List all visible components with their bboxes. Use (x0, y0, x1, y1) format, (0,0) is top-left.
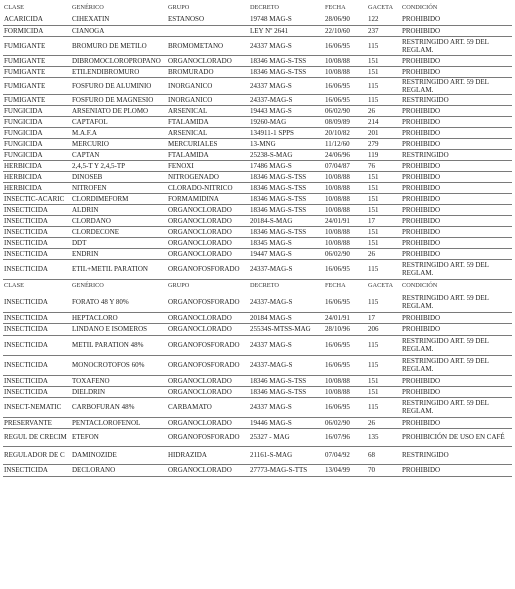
cell-grupo: ORGANOCLORADO (167, 375, 249, 386)
table-row (3, 464, 512, 476)
cell-gaceta: 115 (367, 36, 401, 55)
table-row (3, 215, 512, 226)
cell-generico: ETEFON (71, 428, 167, 446)
cell-grupo: ORGANOCLORADO (167, 312, 249, 323)
cell-grupo: ORGANOCLORADO (167, 237, 249, 248)
cell-generico: DINOSEB (71, 171, 167, 182)
cell-grupo: ESTANOSO (167, 14, 249, 25)
cell-condicion: RESTRINGIDO ART. 59 DEL REGLAM. (401, 397, 512, 417)
cell-gaceta: 151 (367, 375, 401, 386)
cell-condicion: PROHIBIDO (401, 312, 512, 323)
cell-generico: CLORDIMEFORM (71, 193, 167, 204)
cell-grupo: ORGANOCLORADO (167, 386, 249, 397)
cell-generico: FOSFURO DE MAGNESIO (71, 94, 167, 105)
cell-condicion: PROHIBIDO (401, 171, 512, 182)
table-row (3, 375, 512, 386)
table-row (3, 116, 512, 127)
cell-condicion: PROHIBIDO (401, 127, 512, 138)
cell-generico: FORATO 48 Y 80% (71, 293, 167, 312)
table-row (3, 226, 512, 237)
cell-gaceta: 68 (367, 446, 401, 464)
column-header-clase: CLASE (4, 3, 24, 11)
cell-clase: REGUL DE CRECIM (3, 428, 71, 446)
cell-clase: INSECTICIDA (3, 293, 71, 312)
column-header-clase: CLASE (4, 282, 24, 290)
cell-gaceta: 151 (367, 182, 401, 193)
table-row (3, 397, 512, 417)
cell-grupo: ORGANOFOSFORADO (167, 335, 249, 355)
cell-clase: FUMIGANTE (3, 55, 71, 66)
cell-clase: FORMICIDA (3, 25, 71, 36)
cell-decreto: 24337-MAG-S (249, 355, 324, 375)
cell-grupo: ARSENICAL (167, 105, 249, 116)
table-row (3, 259, 512, 279)
cell-condicion: PROHIBIDO (401, 160, 512, 171)
cell-generico: ALDRIN (71, 204, 167, 215)
cell-gaceta: 26 (367, 105, 401, 116)
cell-gaceta: 76 (367, 160, 401, 171)
cell-grupo: MERCURIALES (167, 138, 249, 149)
cell-fecha: 06/02/90 (324, 248, 367, 259)
cell-condicion: PROHIBIDO (401, 105, 512, 116)
cell-clase: INSECTICIDA (3, 323, 71, 335)
cell-decreto: 25327 - MAG (249, 428, 324, 446)
cell-clase: HERBICIDA (3, 160, 71, 171)
cell-gaceta: 151 (367, 171, 401, 182)
cell-generico: CARBOFURAN 48% (71, 397, 167, 417)
table-row (3, 160, 512, 171)
cell-grupo: ORGANOCLORADO (167, 215, 249, 226)
cell-gaceta: 70 (367, 464, 401, 476)
cell-condicion: RESTRINGIDO ART. 59 DEL REGLAM. (401, 36, 512, 55)
table-row (3, 386, 512, 397)
cell-clase: PRESERVANTE (3, 417, 71, 428)
table-row (3, 14, 512, 25)
cell-grupo: ORGANOCLORADO (167, 323, 249, 335)
cell-clase: FUNGICIDA (3, 138, 71, 149)
cell-decreto: 24337-MAG-S (249, 259, 324, 279)
cell-decreto: 20184-S-MAG (249, 215, 324, 226)
cell-condicion: PROHIBIDO (401, 323, 512, 335)
cell-fecha: 16/06/95 (324, 94, 367, 105)
cell-fecha: 10/08/88 (324, 171, 367, 182)
cell-clase: FUMIGANTE (3, 94, 71, 105)
cell-decreto: LEY Nº 2641 (249, 25, 324, 36)
cell-gaceta: 26 (367, 417, 401, 428)
cell-fecha: 10/08/88 (324, 237, 367, 248)
cell-condicion: RESTRINGIDO ART. 59 DEL REGLAM. (401, 335, 512, 355)
cell-decreto: 13-MNG (249, 138, 324, 149)
cell-decreto: 19748 MAG-S (249, 14, 324, 25)
cell-gaceta: 17 (367, 312, 401, 323)
cell-fecha: 28/06/90 (324, 14, 367, 25)
column-header-generico: GENÉRICO (72, 282, 104, 290)
table-row (3, 312, 512, 323)
cell-decreto: 19443 MAG-S (249, 105, 324, 116)
cell-decreto: 24337 MAG-S (249, 77, 324, 94)
table-row (3, 446, 512, 464)
cell-condicion: RESTRINGIDO ART. 59 DEL REGLAM. (401, 293, 512, 312)
cell-clase: FUMIGANTE (3, 36, 71, 55)
cell-fecha: 24/06/96 (324, 149, 367, 160)
table-row (3, 323, 512, 335)
cell-grupo: ORGANOCLORADO (167, 226, 249, 237)
cell-clase: ACARICIDA (3, 14, 71, 25)
cell-decreto: 25534S-MTSS-MAG (249, 323, 324, 335)
table-row (3, 25, 512, 36)
table-row (3, 355, 512, 375)
cell-clase: INSECTICIDA (3, 237, 71, 248)
cell-generico: CLORDANO (71, 215, 167, 226)
cell-generico: CAPTAN (71, 149, 167, 160)
cell-gaceta: 237 (367, 25, 401, 36)
cell-decreto: 18346 MAG-S-TSS (249, 193, 324, 204)
cell-condicion: PROHIBIDO (401, 215, 512, 226)
cell-generico: DECLORANO (71, 464, 167, 476)
pesticide-table (3, 1, 512, 477)
cell-condicion: PROHIBIDO (401, 375, 512, 386)
table-row (3, 428, 512, 446)
cell-clase: FUMIGANTE (3, 77, 71, 94)
table-row (3, 417, 512, 428)
cell-generico: CIANOGA (71, 25, 167, 36)
cell-fecha: 06/02/90 (324, 105, 367, 116)
cell-condicion: PROHIBIDO (401, 204, 512, 215)
cell-decreto: 134911-1 SPPS (249, 127, 324, 138)
cell-generico: M.A.F.A (71, 127, 167, 138)
table-row (3, 293, 512, 312)
cell-decreto: 19260-MAG (249, 116, 324, 127)
cell-fecha: 10/08/88 (324, 55, 367, 66)
cell-generico: 2,4,5-T Y 2,4,5-TP (71, 160, 167, 171)
cell-generico: DIBROMOCLOROPROPANO (71, 55, 167, 66)
cell-fecha: 16/06/95 (324, 355, 367, 375)
column-header-fecha: FECHA (325, 282, 346, 290)
cell-fecha: 11/12/60 (324, 138, 367, 149)
cell-decreto: 18346 MAG-S-TSS (249, 375, 324, 386)
cell-condicion: PROHIBIDO (401, 14, 512, 25)
column-header-decreto: DECRETO (250, 3, 279, 11)
column-header-condicion: CONDICIÓN (402, 3, 438, 11)
cell-clase: FUNGICIDA (3, 127, 71, 138)
cell-grupo: ORGANOCLORADO (167, 417, 249, 428)
cell-decreto: 18346 MAG-S-TSS (249, 204, 324, 215)
cell-clase: INSECTICIDA (3, 464, 71, 476)
cell-generico: ENDRIN (71, 248, 167, 259)
cell-clase: INSECTICIDA (3, 259, 71, 279)
cell-gaceta: 115 (367, 335, 401, 355)
cell-gaceta: 122 (367, 14, 401, 25)
cell-clase: FUNGICIDA (3, 149, 71, 160)
cell-grupo: ORGANOFOSFORADO (167, 428, 249, 446)
cell-condicion: PROHIBIDO (401, 248, 512, 259)
cell-decreto: 18346 MAG-S-TSS (249, 386, 324, 397)
cell-condicion: RESTRINGIDO (401, 94, 512, 105)
cell-fecha: 07/04/92 (324, 446, 367, 464)
cell-clase: FUNGICIDA (3, 105, 71, 116)
cell-generico: DDT (71, 237, 167, 248)
cell-gaceta: 151 (367, 193, 401, 204)
cell-fecha: 16/06/95 (324, 36, 367, 55)
cell-decreto: 20184 MAG-S (249, 312, 324, 323)
cell-gaceta: 279 (367, 138, 401, 149)
table-row (3, 237, 512, 248)
cell-gaceta: 151 (367, 204, 401, 215)
table-row (3, 105, 512, 116)
cell-grupo: ORGANOFOSFORADO (167, 355, 249, 375)
cell-generico: FOSFURO DE ALUMINIO (71, 77, 167, 94)
table-row (3, 182, 512, 193)
cell-clase: HERBICIDA (3, 182, 71, 193)
cell-decreto: 24337-MAG-S (249, 94, 324, 105)
cell-condicion: PROHIBIDO (401, 66, 512, 77)
cell-fecha: 10/08/88 (324, 386, 367, 397)
cell-grupo: INORGANICO (167, 94, 249, 105)
cell-fecha: 10/08/88 (324, 375, 367, 386)
cell-generico: CLORDECONE (71, 226, 167, 237)
cell-grupo: INORGANICO (167, 77, 249, 94)
cell-fecha: 10/08/88 (324, 193, 367, 204)
cell-condicion: PROHIBIDO (401, 138, 512, 149)
cell-gaceta: 115 (367, 259, 401, 279)
cell-gaceta: 135 (367, 428, 401, 446)
cell-clase: INSECTICIDA (3, 204, 71, 215)
table-row (3, 55, 512, 66)
cell-gaceta: 115 (367, 397, 401, 417)
cell-clase: INSECTICIDA (3, 312, 71, 323)
cell-clase: INSECTICIDA (3, 355, 71, 375)
cell-fecha: 10/08/88 (324, 66, 367, 77)
cell-condicion: PROHIBIDO (401, 55, 512, 66)
cell-gaceta: 115 (367, 77, 401, 94)
cell-generico: ARSENIATO DE PLOMO (71, 105, 167, 116)
cell-generico: HEPTACLORO (71, 312, 167, 323)
cell-condicion: PROHIBIDO (401, 193, 512, 204)
cell-gaceta: 115 (367, 94, 401, 105)
cell-condicion: RESTRINGIDO ART. 59 DEL REGLAM. (401, 77, 512, 94)
cell-gaceta: 115 (367, 355, 401, 375)
cell-condicion: RESTRINGIDO (401, 446, 512, 464)
cell-generico: ETIL+METIL PARATION (71, 259, 167, 279)
cell-generico: CAPTAFOL (71, 116, 167, 127)
cell-generico: ETILENDIBROMURO (71, 66, 167, 77)
table-row (3, 335, 512, 355)
cell-clase: INSECTICIDA (3, 335, 71, 355)
cell-fecha: 07/04/87 (324, 160, 367, 171)
cell-decreto: 24337 MAG-S (249, 397, 324, 417)
pesticide-regulation-page (3, 1, 512, 477)
cell-clase: INSECT-NEMATIC (3, 397, 71, 417)
cell-decreto: 24337 MAG-S (249, 335, 324, 355)
cell-fecha: 16/06/95 (324, 335, 367, 355)
cell-grupo: ORGANOCLORADO (167, 248, 249, 259)
table-row (3, 36, 512, 55)
cell-grupo: CARBAMATO (167, 397, 249, 417)
cell-gaceta: 206 (367, 323, 401, 335)
cell-decreto: 17486 MAG-S (249, 160, 324, 171)
cell-generico: BROMURO DE METILO (71, 36, 167, 55)
cell-generico: DAMINOZIDE (71, 446, 167, 464)
cell-fecha: 10/08/88 (324, 204, 367, 215)
cell-gaceta: 115 (367, 293, 401, 312)
cell-fecha: 16/06/95 (324, 77, 367, 94)
cell-grupo (167, 25, 249, 36)
column-header-gaceta: GACETA (368, 282, 394, 290)
column-header-gaceta: GACETA (368, 3, 394, 11)
cell-decreto: 19447 MAG-S (249, 248, 324, 259)
cell-decreto: 18346 MAG-S-TSS (249, 182, 324, 193)
cell-grupo: ORGANOFOSFORADO (167, 259, 249, 279)
cell-gaceta: 151 (367, 386, 401, 397)
cell-gaceta: 151 (367, 237, 401, 248)
cell-grupo: ARSENICAL (167, 127, 249, 138)
table-row (3, 204, 512, 215)
table-row (3, 138, 512, 149)
cell-gaceta: 151 (367, 226, 401, 237)
cell-gaceta: 151 (367, 55, 401, 66)
cell-gaceta: 201 (367, 127, 401, 138)
cell-generico: CIHEXATIN (71, 14, 167, 25)
cell-condicion: PROHIBIDO (401, 237, 512, 248)
table-row (3, 66, 512, 77)
cell-grupo: ORGANOCLORADO (167, 204, 249, 215)
cell-clase: INSECTIC-ACARIC (3, 193, 71, 204)
cell-condicion: PROHIBIDO (401, 116, 512, 127)
column-header-decreto: DECRETO (250, 282, 279, 290)
header-row (3, 1, 512, 14)
cell-fecha: 24/01/91 (324, 215, 367, 226)
cell-decreto: 25238-S-MAG (249, 149, 324, 160)
cell-generico: LINDANO E ISOMEROS (71, 323, 167, 335)
table-row (3, 248, 512, 259)
cell-condicion: PROHIBIDO (401, 386, 512, 397)
cell-decreto: 24337 MAG-S (249, 36, 324, 55)
cell-grupo: CLORADO-NITRICO (167, 182, 249, 193)
cell-fecha: 13/04/99 (324, 464, 367, 476)
cell-generico: PENTACLOROFENOL (71, 417, 167, 428)
cell-clase: REGULADOR DE C (3, 446, 71, 464)
cell-decreto: 21161-S-MAG (249, 446, 324, 464)
cell-gaceta: 151 (367, 66, 401, 77)
header-row (3, 279, 512, 293)
cell-generico: METIL PARATION 48% (71, 335, 167, 355)
cell-gaceta: 17 (367, 215, 401, 226)
column-header-grupo: GRUPO (168, 3, 190, 11)
cell-decreto: 18346 MAG-S-TSS (249, 66, 324, 77)
column-header-fecha: FECHA (325, 3, 346, 11)
cell-condicion: PROHIBIDO (401, 182, 512, 193)
cell-condicion: PROHIBIDO (401, 417, 512, 428)
column-header-grupo: GRUPO (168, 282, 190, 290)
cell-fecha: 28/10/96 (324, 323, 367, 335)
cell-generico: MONOCROTOFOS 60% (71, 355, 167, 375)
cell-condicion: PROHIBIDO (401, 25, 512, 36)
cell-fecha: 08/09/89 (324, 116, 367, 127)
table-row (3, 171, 512, 182)
cell-clase: FUNGICIDA (3, 116, 71, 127)
cell-generico: MERCURIO (71, 138, 167, 149)
cell-condicion: RESTRINGIDO (401, 149, 512, 160)
table-row (3, 149, 512, 160)
cell-generico: TOXAFENO (71, 375, 167, 386)
cell-fecha: 06/02/90 (324, 417, 367, 428)
cell-gaceta: 26 (367, 248, 401, 259)
cell-grupo: HIDRAZIDA (167, 446, 249, 464)
cell-clase: INSECTICIDA (3, 375, 71, 386)
cell-generico: NITROFEN (71, 182, 167, 193)
cell-fecha: 24/01/91 (324, 312, 367, 323)
cell-grupo: FTALAMIDA (167, 149, 249, 160)
cell-fecha: 16/06/95 (324, 259, 367, 279)
cell-gaceta: 214 (367, 116, 401, 127)
cell-decreto: 18346 MAG-S-TSS (249, 55, 324, 66)
cell-gaceta: 119 (367, 149, 401, 160)
column-header-condicion: CONDICIÓN (402, 282, 438, 290)
cell-grupo: NITROGENADO (167, 171, 249, 182)
cell-grupo: ORGANOFOSFORADO (167, 293, 249, 312)
cell-grupo: ORGANOCLORADO (167, 464, 249, 476)
cell-decreto: 24337-MAG-S (249, 293, 324, 312)
column-header-generico: GENÉRICO (72, 3, 104, 11)
cell-fecha: 20/10/82 (324, 127, 367, 138)
cell-fecha: 16/06/95 (324, 397, 367, 417)
cell-clase: INSECTICIDA (3, 248, 71, 259)
cell-clase: INSECTICIDA (3, 386, 71, 397)
cell-clase: INSECTICIDA (3, 226, 71, 237)
cell-decreto: 27773-MAG-S-TTS (249, 464, 324, 476)
cell-condicion: RESTRINGIDO ART. 59 DEL REGLAM. (401, 355, 512, 375)
cell-generico: DIELDRIN (71, 386, 167, 397)
cell-grupo: ORGANOCLORADO (167, 55, 249, 66)
table-row (3, 94, 512, 105)
cell-decreto: 18346 MAG-S-TSS (249, 171, 324, 182)
cell-grupo: BROMURADO (167, 66, 249, 77)
table-row (3, 77, 512, 94)
table-row (3, 193, 512, 204)
cell-decreto: 18345 MAG-S (249, 237, 324, 248)
cell-condicion: RESTRINGIDO ART. 59 DEL REGLAM. (401, 259, 512, 279)
cell-fecha: 22/10/60 (324, 25, 367, 36)
cell-fecha: 10/08/88 (324, 182, 367, 193)
cell-decreto: 19446 MAG-S (249, 417, 324, 428)
cell-clase: HERBICIDA (3, 171, 71, 182)
cell-fecha: 16/07/96 (324, 428, 367, 446)
cell-grupo: FTALAMIDA (167, 116, 249, 127)
cell-condicion: PROHIBICIÓN DE USO EN CAFÉ (401, 428, 512, 446)
table-row (3, 127, 512, 138)
cell-clase: INSECTICIDA (3, 215, 71, 226)
cell-fecha: 10/08/88 (324, 226, 367, 237)
cell-condicion: PROHIBIDO (401, 464, 512, 476)
cell-condicion: PROHIBIDO (401, 226, 512, 237)
cell-grupo: FORMAMIDINA (167, 193, 249, 204)
cell-fecha: 16/06/95 (324, 293, 367, 312)
cell-clase: FUMIGANTE (3, 66, 71, 77)
cell-decreto: 18346 MAG-S-TSS (249, 226, 324, 237)
cell-grupo: FENOXI (167, 160, 249, 171)
cell-grupo: BROMOMETANO (167, 36, 249, 55)
